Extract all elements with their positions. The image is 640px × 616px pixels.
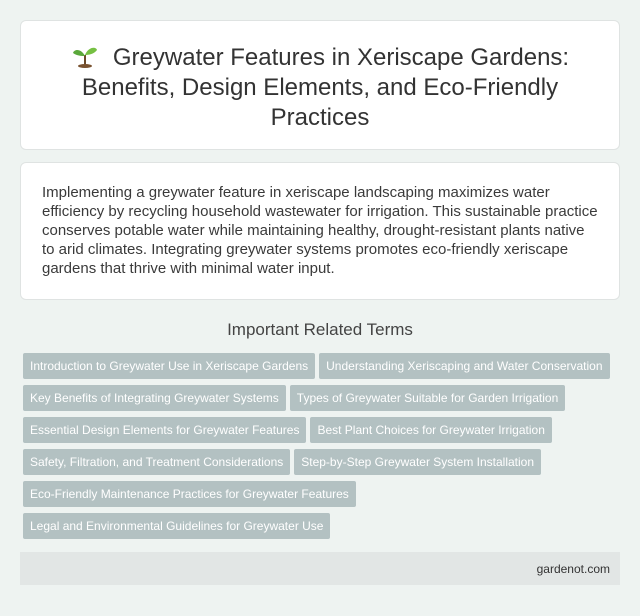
tag-row	[23, 513, 623, 545]
tag-row	[23, 353, 623, 385]
related-terms-heading: Important Related Terms	[227, 320, 413, 339]
page-title-text: Greywater Features in Xeriscape Gardens: Benefits, Design Elements, and Eco-Friendly Practices	[81, 44, 570, 131]
tag-row	[23, 449, 623, 481]
intro-paragraph: Implementing a greywater feature in xeriscape landscaping maximizes water efficiency by recycling household wastewater for irrigation. This sustainable practice conserves potable water while maintaining healthy, drought-resistant plants native to arid climates. Integrating greywater systems promotes eco-friendly xeriscape gardens that thrive with minimal water input.	[42, 184, 598, 277]
related-term-tag[interactable]: Understanding Xeriscaping and Water Conservation	[319, 353, 609, 379]
title-card	[20, 20, 620, 150]
related-term-tag[interactable]: Legal and Environmental Guidelines for Greywater Use	[23, 513, 330, 539]
footer	[20, 552, 620, 585]
intro-card	[20, 162, 620, 300]
tag-row	[23, 417, 623, 449]
related-term-tag[interactable]: Step-by-Step Greywater System Installation	[294, 449, 541, 475]
related-term-tag[interactable]: Essential Design Elements for Greywater Features	[23, 417, 306, 443]
page-title	[51, 43, 589, 133]
footer-site-link[interactable]: gardenot.com	[536, 562, 610, 576]
related-term-tag[interactable]: Eco-Friendly Maintenance Practices for Greywater Features	[23, 481, 356, 507]
related-term-tag[interactable]: Safety, Filtration, and Treatment Considerations	[23, 449, 290, 475]
tag-row	[23, 481, 623, 513]
related-term-tag[interactable]: Introduction to Greywater Use in Xeriscape Gardens	[23, 353, 315, 379]
related-terms-list	[23, 353, 623, 545]
related-term-tag[interactable]: Key Benefits of Integrating Greywater Systems	[23, 385, 286, 411]
related-term-tag[interactable]: Best Plant Choices for Greywater Irrigation	[310, 417, 551, 443]
related-term-tag[interactable]: Types of Greywater Suitable for Garden Irrigation	[290, 385, 565, 411]
tag-row	[23, 385, 623, 417]
sprout-icon	[71, 44, 99, 68]
